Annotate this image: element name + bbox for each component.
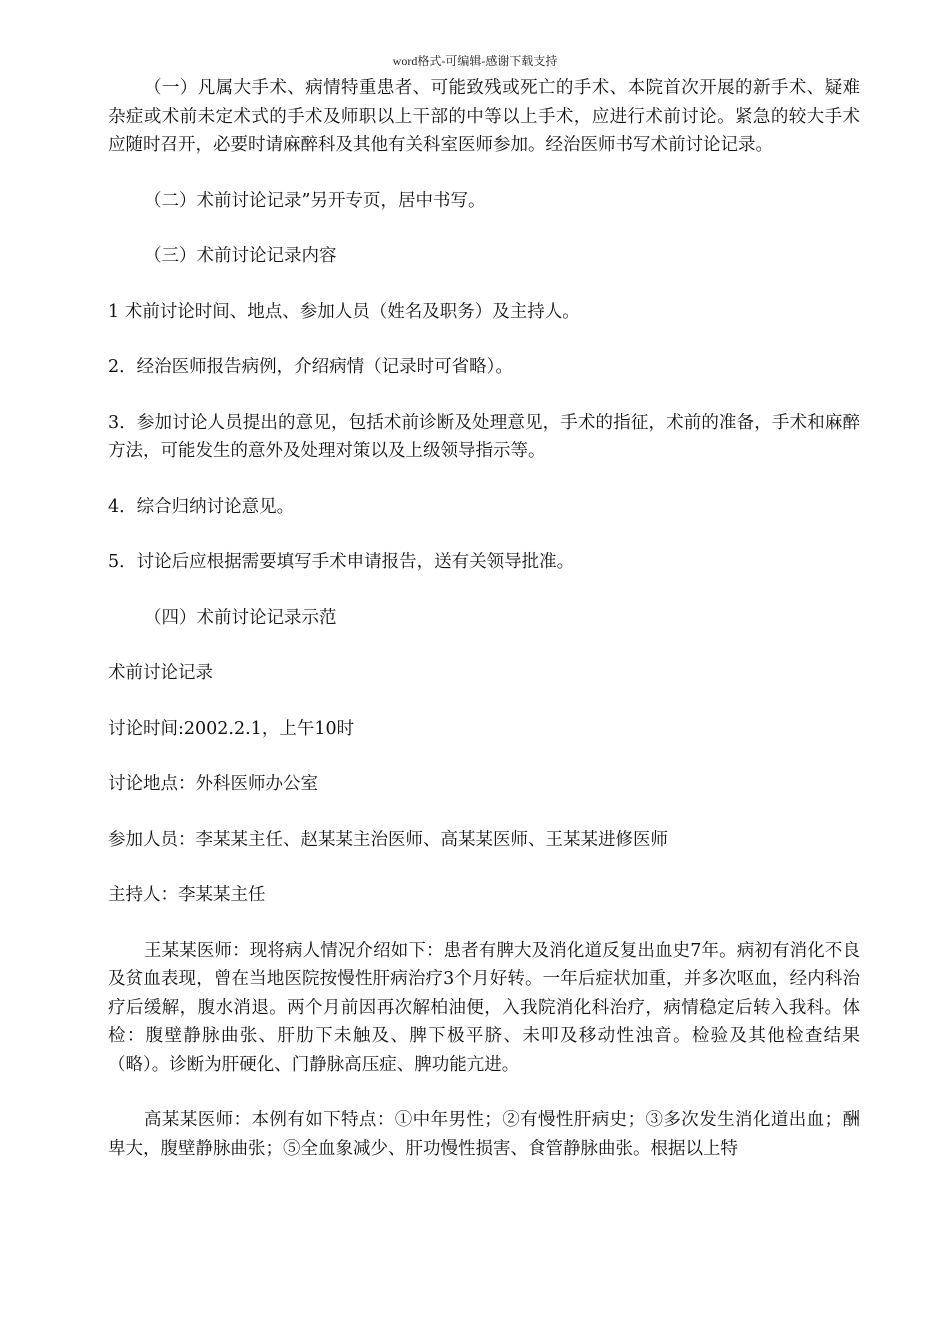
record-time: 讨论时间:2002.2.1，上午10时 xyxy=(108,718,355,739)
paragraph-record-content-heading: （三）术前讨论记录内容 xyxy=(144,246,337,266)
list-item-4: 4．综合归纳讨论意见。 xyxy=(108,496,295,517)
page-header: word格式-可编辑-感谢下载支持 xyxy=(392,54,558,68)
paragraph-pre-op-criteria: （一）凡属大手术、病情特重患者、可能致残或死亡的手术、本院首次开展的新手术、疑难杂症或术前未定术式的手术及师职以上干部的中等以上手术，应进行术前讨论。紧急的较大手术应随时召开，必要时请麻醉科及其他有关科室医师参加。经治医师书写术前讨论记录。 xyxy=(108,78,860,155)
list-item-1: 1 术前讨论时间、地点、参加人员（姓名及职务）及主持人。 xyxy=(108,301,580,322)
list-item-5: 5．讨论后应根据需要填写手术申请报告，送有关领导批准。 xyxy=(108,552,575,572)
paragraph-record-format: （二）术前讨论记录”另开专页，居中书写。 xyxy=(144,190,486,211)
list-item-3: 3．参加讨论人员提出的意见，包括术前诊断及处理意见，手术的指征，术前的准备，手术和麻醉方法，可能发生的意外及处理对策以及上级领导指示等。 xyxy=(108,412,860,461)
record-participants: 参加人员：李某某主任、赵某某主治医师、高某某医师、王某某进修医师 xyxy=(108,829,668,850)
record-location: 讨论地点：外科医师办公室 xyxy=(108,774,318,794)
paragraph-case-presentation: 王某某医师：现将病人情况介绍如下：患者有脾大及消化道反复出血史7年。病初有消化不良及贫血表现，曾在当地医院按慢性肝病治疗3个月好转。一年后症状加重，并多次呕血，经内科治疗后缓解，腹水消退。两个月前因再次解柏油便，入我院消化科治疗，病情稳定后转入我科。体检：腹壁静脉曲张、肝肋下未触及、脾下极平脐、未叩及移动性浊音。检验及其他检查结果（略）。诊断为肝硬化、门静脉高压症、脾功能亢进。 xyxy=(108,940,860,1075)
document-body xyxy=(108,74,860,1163)
paragraph-case-analysis: 高某某医师：本例有如下特点：①中年男性；②有慢性肝病史；③多次发生消化道出血；酬卑大，腹壁静脉曲张；⑤全血象减少、肝功慢性损害、食管静脉曲张。根据以上特 xyxy=(108,1110,860,1159)
record-host: 主持人：李某某主任 xyxy=(108,885,266,905)
record-title: 术前讨论记录 xyxy=(108,663,213,683)
list-item-2: 2．经治医师报告病例，介绍病情（记录时可省略）。 xyxy=(108,357,513,377)
paragraph-example-heading: （四）术前讨论记录示范 xyxy=(144,607,337,628)
